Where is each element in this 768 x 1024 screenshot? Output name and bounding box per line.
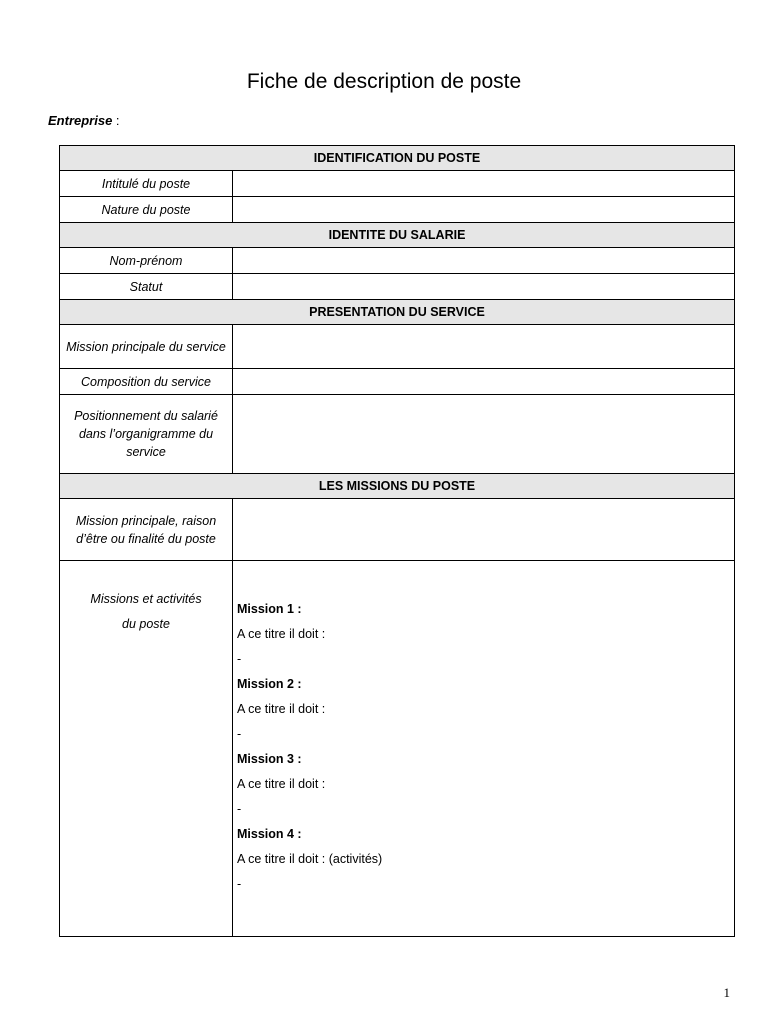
page-number: 1	[723, 985, 730, 1000]
table-row	[60, 499, 735, 561]
mission-line: A ce titre il doit :	[237, 776, 326, 791]
mission-dash: -	[237, 651, 242, 666]
mission-line: A ce titre il doit :	[237, 626, 326, 641]
table-row	[60, 369, 735, 395]
mission-title: Mission 3 :	[237, 751, 302, 766]
mission-dash: -	[237, 726, 242, 741]
field-mission-service[interactable]	[233, 325, 735, 369]
field-mission-principale[interactable]	[233, 499, 735, 561]
table-row	[60, 197, 735, 223]
label-positionnement: Positionnement du salarié dans l’organigramme du service	[60, 395, 233, 474]
section-row	[60, 474, 735, 499]
section-identite: IDENTITE DU SALARIE	[60, 223, 735, 248]
field-nature[interactable]	[233, 197, 735, 223]
field-positionnement[interactable]	[233, 395, 735, 474]
label-mission-service: Mission principale du service	[60, 325, 233, 369]
mission-block	[237, 824, 730, 899]
label-missions-activites-line2: du poste	[122, 617, 170, 631]
label-missions-activites-line1: Missions et activités	[90, 592, 202, 606]
section-row	[60, 146, 735, 171]
mission-dash: -	[237, 801, 242, 816]
field-statut[interactable]	[233, 274, 735, 300]
table-row	[60, 561, 735, 937]
table-row	[60, 395, 735, 474]
mission-block	[237, 674, 730, 749]
mission-title: Mission 2 :	[237, 676, 302, 691]
section-missions: LES MISSIONS DU POSTE	[60, 474, 735, 499]
field-intitule[interactable]	[233, 171, 735, 197]
table-row	[60, 171, 735, 197]
section-identification: IDENTIFICATION DU POSTE	[60, 146, 735, 171]
table-row	[60, 248, 735, 274]
label-missions-activites	[60, 561, 233, 937]
mission-line: A ce titre il doit :	[237, 701, 326, 716]
label-composition: Composition du service	[60, 369, 233, 395]
missions-cell[interactable]	[233, 561, 735, 937]
section-row	[60, 300, 735, 325]
mission-dash: -	[237, 876, 242, 891]
field-nom[interactable]	[233, 248, 735, 274]
document-title: Fiche de description de poste	[246, 70, 522, 93]
mission-block	[237, 599, 730, 674]
field-composition[interactable]	[233, 369, 735, 395]
section-row	[60, 223, 735, 248]
company-field	[48, 113, 120, 128]
mission-line: A ce titre il doit : (activités)	[237, 851, 383, 866]
mission-title: Mission 4 :	[237, 826, 302, 841]
label-nom: Nom-prénom	[60, 248, 233, 274]
label-nature: Nature du poste	[60, 197, 233, 223]
mission-title: Mission 1 :	[237, 601, 302, 616]
label-mission-principale: Mission principale, raison d’être ou finalité du poste	[60, 499, 233, 561]
company-separator: :	[112, 113, 120, 128]
mission-block	[237, 749, 730, 824]
company-label: Entreprise	[48, 113, 113, 128]
label-intitule: Intitulé du poste	[60, 171, 233, 197]
job-description-table	[59, 145, 735, 937]
table-row	[60, 274, 735, 300]
table-row	[60, 325, 735, 369]
label-statut: Statut	[60, 274, 233, 300]
section-presentation: PRESENTATION DU SERVICE	[60, 300, 735, 325]
